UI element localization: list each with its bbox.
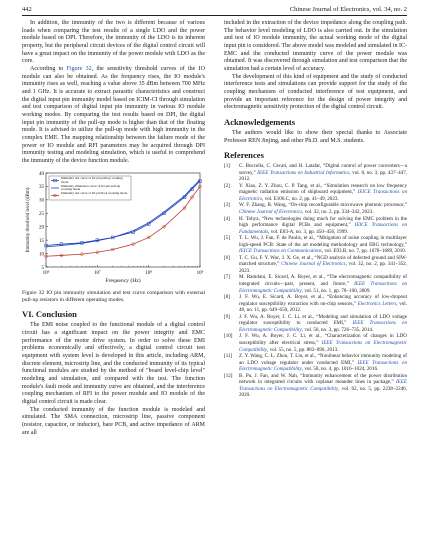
- paragraph-continued: included in the extraction of the device impedance along the coupling path. The behavior level modeling of LDO is also carried out. In the simulation and test of IO module immunity, the actual working mode of the digital input pin is considered. The above model was modeled and simulated in IC-EMC and the conducted immunity curve of the power module was obtained. It was discovered through simulation and test comparison that the simulation had a certain level of accuracy.: [224, 20, 407, 72]
- reference-text: M. Ramdani, E. Sicard, A. Boyer, et al., “The electromagnetic compatibility of integrated circuits—past, present, and future,”: [239, 274, 407, 288]
- reference-item: [224, 255, 407, 275]
- y-tick-label: 10: [39, 252, 44, 258]
- reference-item: [224, 314, 407, 334]
- reference-venue-link[interactable]: IEEE Transactions on Industrial Informatics: [257, 169, 350, 176]
- reference-details: , vol. E106.C, no. 2, pp. 41–49, 2023.: [262, 195, 339, 202]
- reference-venue-link[interactable]: IEICE Transactions on Communications: [239, 248, 322, 255]
- paragraph-immunity-difference: In addition, the immunity of the two is different because of various loads when comparing the test results of a single LDO and the power module based on DPI. Therefore, the immunity of the LDO is its inherent property, but the peripheral circuit devices of the digital control circuit will have a great impact on the immunity of the power module with LDO as the core.: [22, 20, 205, 65]
- x-tick-label: 10⁹: [196, 271, 204, 277]
- reference-venue-link[interactable]: IEEE Transactions on Electromagnetic Compatibility: [239, 359, 407, 373]
- reference-number: [8]: [224, 294, 230, 301]
- reference-text: T. C. Gu, F. Y. Wac, J. X. Ge, et al., “NGD analysis of defected ground and SIW-matched structure,”: [239, 254, 407, 268]
- reference-text: W. F. Zhang, B. Wang, “On-chip reconfigurable microwave photonic processor,”: [239, 202, 407, 209]
- y-tick-label: 30: [39, 199, 44, 205]
- left-column: [22, 20, 205, 437]
- reference-text: B. Pu, J. Fan, and W. Nah, “Immunity enhancement of the power distribution network in integrated circuits with coplanar meander lines in package,”: [239, 372, 407, 386]
- figure-caption: Figure 32 IO pin immunity simulation and test curve comparison with external pull-up resistors in different operating modes.: [22, 290, 205, 304]
- reference-details: , vol. E83-A, no. 3, pp. 450–456, 1999.: [268, 228, 349, 235]
- legend-label: Immunity test curve of IO pin float working mode: [61, 192, 128, 196]
- immunity-chart: [22, 169, 205, 287]
- reference-item: [224, 163, 407, 183]
- reference-details: , vol. 32, no. 2, pp. 334–342, 2023.: [302, 209, 374, 216]
- section-title-references: References: [224, 150, 264, 161]
- legend-entry: [61, 178, 130, 185]
- reference-number: [4]: [224, 215, 230, 222]
- reference-text: Y. Xiao, Z. Y. Zhou, C. P. Tang, et al., “Simulation research on low frequency magnetic radiation emission of shipboard equipment,”: [239, 182, 407, 196]
- figure-32: [22, 169, 205, 287]
- reference-number: [12]: [224, 372, 233, 379]
- x-tick-label: 10⁷: [93, 271, 101, 277]
- reference-details: , vol. 51, no. 1, pp. 78–100, 2009.: [301, 287, 371, 294]
- reference-venue-link[interactable]: IEEE Transactions on Electromagnetic Compatibility: [239, 339, 408, 353]
- reference-details: , vol. 58, no. 4, pp. 1016–1024, 2016.: [301, 366, 379, 373]
- reference-venue-link[interactable]: Chinese Journal of Electronics: [239, 209, 303, 216]
- right-column: [224, 20, 407, 399]
- y-tick-label: 15: [39, 239, 44, 245]
- reference-venue-link[interactable]: IEEE Transactions on Electromagnetic Compatibility: [239, 320, 407, 333]
- reference-text: H. Tohya, “New technologies doing much for solving the EMC problem in the high performance digital PCBs and equipment,”: [239, 215, 407, 229]
- paragraph-conclusion-2: The conducted immunity of the function module is modeled and simulated. The SMA connection, microstrip line, passive component (resistor, capacitor, or inductor), bare PCB, and active impedance of ARM are all: [22, 406, 205, 436]
- reference-venue-link[interactable]: IEICE Transactions on Fundamentals: [239, 222, 407, 235]
- reference-text: J. F. Wu, A. Boyer, J. C. Li, et al., “Modeling and simulation of LDO voltage regulator susceptibility to conducted EMI,”: [239, 313, 407, 327]
- reference-details: , vol. 8, no. 3, pp. 437–447, 2012.: [239, 169, 407, 183]
- y-tick-label: 40: [39, 172, 44, 178]
- y-axis-label: Immunity threshold level (dBm): [26, 188, 31, 253]
- paragraph-text: According to: [30, 65, 67, 72]
- legend-label: Immunity simulation curve of IO pin pull-up working mode: [61, 185, 121, 192]
- reference-item: [224, 183, 407, 203]
- reference-details: , vol. 56, no. 3, pp. 726–735, 2014.: [301, 326, 374, 333]
- reference-list: [224, 163, 407, 399]
- x-axis-label: Frequency (Hz): [105, 278, 141, 285]
- reference-item: [224, 235, 407, 255]
- reference-text: Z. Y. Wang, C. L. Zhou, T. Liu, et al., “Nonlinear behavior immunity modeling of an LDO voltage regulator under conducted EMI,”: [239, 353, 407, 366]
- reference-venue-link[interactable]: IEICE Transactions on Electronics: [239, 189, 407, 202]
- reference-number: [3]: [224, 202, 230, 209]
- reference-text: C. Buccella, C. Cecati, and H. Latafat, “Digital control of power converters—a survey,”: [239, 163, 407, 176]
- reference-venue-link[interactable]: Electronics Letters: [357, 300, 397, 307]
- reference-details: , vol. 55, no. 5, pp. 883–890, 2013.: [267, 346, 339, 353]
- reference-venue-link[interactable]: IEEE Transactions on Electromagnetic Compatibility: [239, 281, 407, 294]
- reference-number: [1]: [224, 163, 230, 170]
- y-tick-label: 35: [39, 185, 44, 191]
- reference-number: [11]: [224, 353, 233, 360]
- reference-number: [9]: [224, 313, 230, 320]
- x-tick-label: 10⁸: [145, 271, 153, 277]
- reference-text: T. L. Wu, J. Fan, F. de Paulis, et al., “Mitigation of noise coupling in multilayer high-speed PCB: State of the art modeling methodology and EBG technology,”: [239, 235, 407, 248]
- reference-item: [224, 353, 407, 373]
- y-tick-label: 5: [41, 266, 44, 272]
- paragraph-text: , the sensitivity threshold curves of the IO module can also be obtained. As the frequency rises, the IO module's immunity rises as well, reaching a value above 35 dBm between 700 MHz and 1 GHz. It is accurate to extract parasitic characteristics and construct the digital input pin immunity model based on ICIM-CI through simulation and test comparison of digital input pin immunity in various IO module working modes. By comparing the test results based on DPI, the digital input pin immunity of the pull-up mode is higher than that of the floating mode. It is advised to utilize the pull-up mode with high immunity in the complex EME. The mapping relationship between the failure mode of the power or IO module and RFI parameters may be acquired through DPI immunity testing and modeling simulation, which is useful to comprehend the immunity of the device function module.: [22, 65, 205, 164]
- reference-number: [6]: [224, 254, 230, 261]
- reference-details: , vol. 32, no. 2, pp. 341–352, 2023.: [239, 261, 407, 274]
- reference-details: , vol. 48, no. 11, pp. 649–650, 2012.: [239, 300, 407, 314]
- legend-entry: [61, 193, 130, 200]
- reference-number: [10]: [224, 333, 233, 340]
- paragraph-development: The development of this kind of equipment and the study of conducted interference tests and simulations can provide support for the study of the coupling mechanism of conducted interference of test equipment, and provide an important reference for the design of power integrity and electromagnetic sensitivity protection of the digital control circuit.: [224, 73, 407, 111]
- reference-venue-link[interactable]: Chinese Journal of Electronics: [281, 261, 346, 268]
- reference-details: , vol. 62, no. 5, pp. 2238–2246, 2020.: [239, 385, 407, 399]
- reference-item: [224, 294, 407, 314]
- y-tick-label: 25: [39, 212, 44, 218]
- y-tick-label: 20: [39, 225, 44, 231]
- figure-32-link[interactable]: Figure 32: [66, 65, 92, 72]
- legend-entry: [61, 185, 130, 192]
- reference-item: [224, 373, 407, 399]
- acknowledgements-text: The authors would like to show their special thanks to Associate Professor REN Jinjing, and other Ph.D. and M.S. students.: [224, 129, 407, 144]
- running-head: Chinese Journal of Electronics, vol. 34, no. 2: [289, 6, 407, 13]
- reference-venue-link[interactable]: IEEE Transactions on Electromagnetic Compatibility: [239, 379, 407, 392]
- page-number: 442: [22, 6, 32, 13]
- section-title-acknowledgements: Acknowledgements: [224, 116, 296, 127]
- header-rule: [22, 15, 407, 16]
- section-title-conclusion: VI. Conclusion: [22, 309, 77, 320]
- reference-number: [2]: [224, 182, 230, 189]
- reference-item: [224, 216, 407, 236]
- reference-number: [7]: [224, 274, 230, 281]
- reference-number: [5]: [224, 235, 230, 242]
- paragraph-conclusion-1: The EMI noise coupled to the functional module of a digital control circuit has a significant impact on the power integrity and EMC performance of the motor drive system. In order to solve these EMI problems economically and effectively, a digital control circuit test equipment with system level is developed in this article, including ARM, discrete element, microstrip line, and the conducted immunity of its typical functional modules are studied by the method of "board level-chip level" modeling and simulation, and compared with the test. The function module's fault mode and immunity curve are obtained, and the interference coupling mechanism of RFI to the power module and IO module of the digital control circuit is made clear.: [22, 322, 205, 406]
- x-tick-label: 10⁶: [42, 271, 50, 277]
- legend-label: Immunity test curve of IO pin pull-up working mode: [61, 177, 123, 185]
- reference-item: [224, 333, 407, 353]
- reference-item: [224, 274, 407, 294]
- reference-item: [224, 202, 407, 215]
- reference-details: , vol. E93.B, no. 7, pp. 1678–1689, 2010.: [321, 248, 407, 255]
- reference-text: J. F. Wu, A. Boyer, J. C. Li, et al., “Characterization of changes in LDO susceptibility after electrical stress,”: [239, 333, 407, 346]
- reference-text: J. F. Wu, E. Sicard, A. Boyer, et al., “Enhancing accuracy of low-dropout regulator susceptibility extraction with on-chip sensors,”: [239, 294, 407, 307]
- paragraph-io-module: [22, 66, 205, 166]
